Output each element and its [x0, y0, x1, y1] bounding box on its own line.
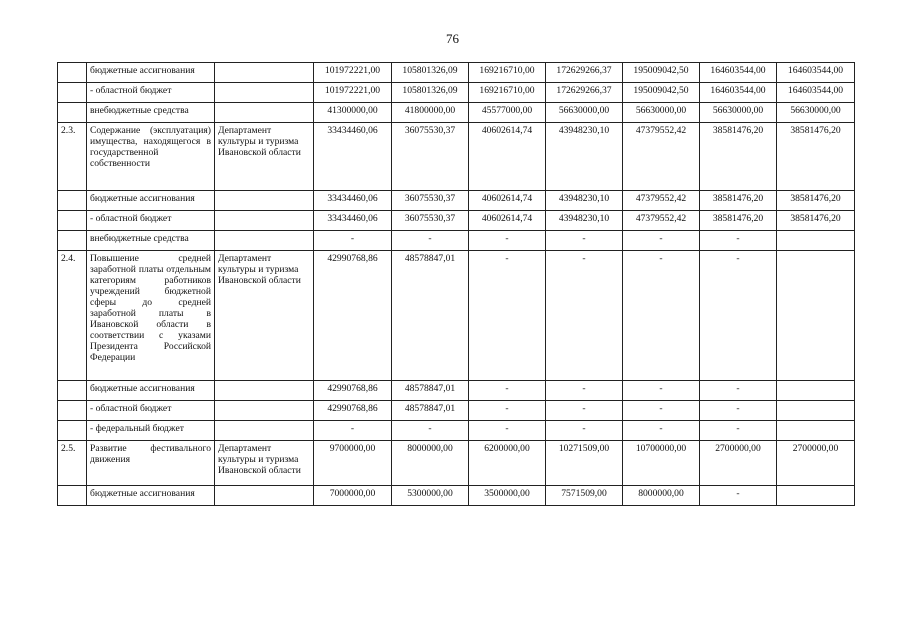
row-name: бюджетные ассигнования [87, 381, 215, 401]
row-number: 2.3. [58, 123, 87, 191]
value-cell: 10271509,00 [546, 441, 623, 486]
table-row [58, 251, 855, 381]
row-organization: Департамент культуры и туризма Ивановской области [215, 441, 314, 486]
value-cell: 42990768,86 [314, 401, 392, 421]
value-cell: 41300000,00 [314, 103, 392, 123]
table-row [58, 401, 855, 421]
budget-table [57, 62, 855, 506]
row-number [58, 191, 87, 211]
row-number [58, 486, 87, 506]
value-cell: 105801326,09 [392, 83, 469, 103]
value-cell: 169216710,00 [469, 83, 546, 103]
value-cell: 8000000,00 [623, 486, 700, 506]
value-cell: 195009042,50 [623, 83, 700, 103]
value-cell: 38581476,20 [700, 123, 777, 191]
value-cell: - [546, 231, 623, 251]
value-cell: - [314, 421, 392, 441]
value-cell: - [392, 231, 469, 251]
table-row [58, 191, 855, 211]
row-organization [215, 103, 314, 123]
value-cell: 36075530,37 [392, 191, 469, 211]
value-cell: - [469, 231, 546, 251]
value-cell: 56630000,00 [546, 103, 623, 123]
value-cell: 164603544,00 [777, 83, 855, 103]
table-row [58, 231, 855, 251]
value-cell: 101972221,00 [314, 63, 392, 83]
row-name: Развитие фестивального движения [87, 441, 215, 486]
value-cell: 101972221,00 [314, 83, 392, 103]
value-cell: 195009042,50 [623, 63, 700, 83]
row-number: 2.5. [58, 441, 87, 486]
row-name: - областной бюджет [87, 83, 215, 103]
value-cell: 36075530,37 [392, 211, 469, 231]
row-organization [215, 63, 314, 83]
value-cell: 10700000,00 [623, 441, 700, 486]
value-cell [777, 251, 855, 381]
value-cell [777, 231, 855, 251]
value-cell: 38581476,20 [777, 211, 855, 231]
value-cell [777, 486, 855, 506]
value-cell: 33434460,06 [314, 123, 392, 191]
value-cell: 47379552,42 [623, 123, 700, 191]
row-name: Содержание (эксплуатация) имущества, находящегося в государственной собственности [87, 123, 215, 191]
value-cell: 47379552,42 [623, 191, 700, 211]
table-row [58, 63, 855, 83]
value-cell: 40602614,74 [469, 191, 546, 211]
table-row [58, 441, 855, 486]
row-organization [215, 191, 314, 211]
value-cell: 2700000,00 [777, 441, 855, 486]
value-cell: 41800000,00 [392, 103, 469, 123]
row-number [58, 83, 87, 103]
value-cell: 48578847,01 [392, 381, 469, 401]
row-organization [215, 83, 314, 103]
value-cell: 48578847,01 [392, 251, 469, 381]
value-cell: - [546, 381, 623, 401]
value-cell: - [469, 251, 546, 381]
row-number [58, 421, 87, 441]
value-cell: - [546, 421, 623, 441]
row-name: бюджетные ассигнования [87, 486, 215, 506]
value-cell: - [469, 421, 546, 441]
value-cell: 9700000,00 [314, 441, 392, 486]
row-name: внебюджетные средства [87, 231, 215, 251]
value-cell: 42990768,86 [314, 381, 392, 401]
value-cell: 33434460,06 [314, 211, 392, 231]
value-cell: 169216710,00 [469, 63, 546, 83]
row-number: 2.4. [58, 251, 87, 381]
value-cell: 5300000,00 [392, 486, 469, 506]
value-cell: 6200000,00 [469, 441, 546, 486]
row-name: - областной бюджет [87, 401, 215, 421]
value-cell [777, 421, 855, 441]
value-cell: 164603544,00 [700, 63, 777, 83]
value-cell: 38581476,20 [777, 123, 855, 191]
value-cell: 172629266,37 [546, 63, 623, 83]
value-cell: - [546, 401, 623, 421]
value-cell: - [314, 231, 392, 251]
value-cell: 45577000,00 [469, 103, 546, 123]
value-cell: - [469, 381, 546, 401]
row-number [58, 211, 87, 231]
value-cell: 56630000,00 [700, 103, 777, 123]
row-organization: Департамент культуры и туризма Ивановской области [215, 251, 314, 381]
value-cell: 164603544,00 [777, 63, 855, 83]
table-row [58, 123, 855, 191]
value-cell: 3500000,00 [469, 486, 546, 506]
value-cell: 38581476,20 [700, 191, 777, 211]
value-cell: 43948230,10 [546, 123, 623, 191]
value-cell: - [623, 251, 700, 381]
value-cell [777, 401, 855, 421]
value-cell: - [623, 401, 700, 421]
value-cell: - [546, 251, 623, 381]
value-cell: - [700, 421, 777, 441]
value-cell: - [700, 381, 777, 401]
row-organization [215, 401, 314, 421]
table-row [58, 211, 855, 231]
value-cell: 40602614,74 [469, 211, 546, 231]
value-cell: 38581476,20 [700, 211, 777, 231]
row-organization [215, 381, 314, 401]
table-row [58, 103, 855, 123]
value-cell: 164603544,00 [700, 83, 777, 103]
value-cell: 33434460,06 [314, 191, 392, 211]
value-cell: - [700, 231, 777, 251]
value-cell: 7571509,00 [546, 486, 623, 506]
row-name: - федеральный бюджет [87, 421, 215, 441]
table-row [58, 421, 855, 441]
row-name: - областной бюджет [87, 211, 215, 231]
row-name: Повышение средней заработной платы отдельным категориям работников учреждений бюджетной сферы до средней заработной платы в Ивановской области в соответствии с указами Президента Российской Федерации [87, 251, 215, 381]
value-cell: 56630000,00 [777, 103, 855, 123]
row-organization: Департамент культуры и туризма Ивановской области [215, 123, 314, 191]
value-cell [777, 381, 855, 401]
row-number [58, 231, 87, 251]
page-number: 76 [446, 31, 459, 46]
value-cell: 43948230,10 [546, 211, 623, 231]
row-organization [215, 486, 314, 506]
table-row [58, 381, 855, 401]
value-cell: - [469, 401, 546, 421]
value-cell: 7000000,00 [314, 486, 392, 506]
value-cell: - [700, 401, 777, 421]
table-row [58, 83, 855, 103]
value-cell: - [623, 421, 700, 441]
value-cell: - [700, 486, 777, 506]
row-name: бюджетные ассигнования [87, 63, 215, 83]
value-cell: - [623, 381, 700, 401]
row-number [58, 381, 87, 401]
value-cell: 47379552,42 [623, 211, 700, 231]
value-cell: 42990768,86 [314, 251, 392, 381]
row-organization [215, 231, 314, 251]
value-cell: - [623, 231, 700, 251]
value-cell: 43948230,10 [546, 191, 623, 211]
row-organization [215, 211, 314, 231]
row-number [58, 103, 87, 123]
value-cell: 36075530,37 [392, 123, 469, 191]
row-number [58, 401, 87, 421]
row-number [58, 63, 87, 83]
value-cell: 48578847,01 [392, 401, 469, 421]
row-name: бюджетные ассигнования [87, 191, 215, 211]
value-cell: 40602614,74 [469, 123, 546, 191]
row-organization [215, 421, 314, 441]
value-cell: 8000000,00 [392, 441, 469, 486]
value-cell: - [700, 251, 777, 381]
table-row [58, 486, 855, 506]
row-name: внебюджетные средства [87, 103, 215, 123]
value-cell: - [392, 421, 469, 441]
value-cell: 38581476,20 [777, 191, 855, 211]
value-cell: 172629266,37 [546, 83, 623, 103]
value-cell: 105801326,09 [392, 63, 469, 83]
value-cell: 56630000,00 [623, 103, 700, 123]
value-cell: 2700000,00 [700, 441, 777, 486]
